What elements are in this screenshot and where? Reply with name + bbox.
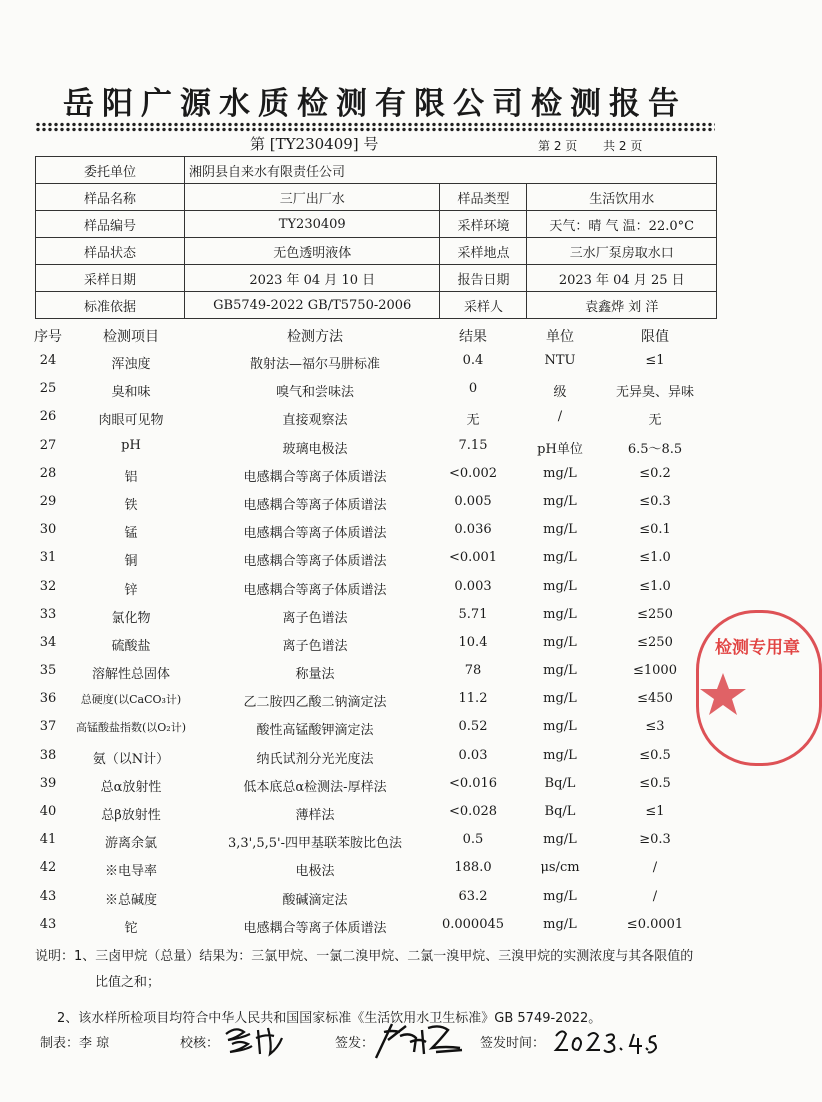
row-result: 0.005 [454,493,492,509]
row-limit: ≤3 [645,719,665,735]
row-limit: ≤1 [645,353,665,368]
col-index: 序号 [34,329,62,345]
env-value: 天气：晴 气 温：22.0°C [527,211,717,238]
row-item: 锰 [124,526,138,542]
row-item: 铜 [124,554,138,570]
table-row [0,884,750,912]
table-row [0,658,750,686]
issue-date-label: 签发时间： [480,1036,546,1051]
sample-type-label: 样品类型 [440,184,527,211]
row-index: 37 [39,719,57,735]
table-row [0,686,750,714]
row-method: 电极法 [295,864,335,880]
row-item: 锌 [124,582,138,598]
row-unit: 级 [553,385,567,401]
sample-no-value: TY230409 [185,211,440,238]
dotted-divider [35,122,715,132]
checker-signature [222,1024,286,1058]
row-limit: / [652,888,658,904]
note-2: 2、该水样所检项目均符合中华人民共和国国家标准《生活饮用水卫生标准》GB 5749-2022。 [57,1011,602,1026]
table-row [0,461,750,489]
row-limit: 无异臭、异味 [615,385,694,401]
row-limit: ≤0.1 [639,522,671,538]
row-method: 电感耦合等离子体质谱法 [243,920,387,936]
row-item: 总β放射性 [101,808,161,823]
row-method: 乙二胺四乙酸二钠滴定法 [243,695,387,711]
row-method: 酸性高锰酸钾滴定法 [256,723,374,739]
row-unit: NTU [544,353,576,368]
row-result: 0.5 [462,832,484,848]
sample-name-label: 样品名称 [36,184,185,211]
row-result: <0.016 [448,775,498,791]
row-index: 25 [39,381,57,397]
row-method: 电感耦合等离子体质谱法 [243,469,387,485]
row-item: 高锰酸盐指数(以O₂计) [75,721,186,735]
sampler-value: 袁鑫烨 刘 洋 [527,292,717,319]
row-index: 35 [39,663,57,679]
row-item: 总硬度(以CaCO₃计) [80,693,182,707]
page-info [538,137,664,154]
row-index: 34 [39,634,57,650]
row-unit: pH单位 [537,441,583,457]
table-row [0,433,750,461]
state-value: 无色透明液体 [185,238,440,265]
row-unit: mg/L [543,832,577,848]
sample-date-value: 2023 年 04 月 10 日 [185,265,440,292]
note-1-continued: 比值之和； [95,975,161,990]
row-limit: ≤250 [637,606,673,622]
row-item: 铁 [124,497,138,513]
row-index: 28 [39,465,57,481]
sampler-label: 采样人 [440,292,527,319]
row-result: <0.028 [448,804,498,819]
standard-value: GB5749-2022 GB/T5750-2006 [185,292,440,319]
row-result: 0.000045 [441,916,505,932]
location-value: 三水厂泵房取水口 [527,238,717,265]
row-limit: ≤1.0 [639,578,671,594]
row-item: 肉眼可见物 [98,413,164,429]
results-list [0,348,750,940]
row-item: 氨（以N计） [92,751,170,767]
row-item: 铝 [124,469,138,485]
table-row [0,489,750,517]
issue-date-handwritten [552,1024,662,1058]
row-result: 0 [468,381,478,397]
results-column-header [0,324,750,346]
row-index: 29 [39,493,57,509]
row-method: 电感耦合等离子体质谱法 [243,582,387,598]
row-unit: mg/L [543,634,577,650]
table-row [0,574,750,602]
sample-type-value: 生活饮用水 [527,184,717,211]
row-index: 31 [39,550,57,566]
row-index: 41 [39,832,57,848]
row-unit: mg/L [543,719,577,735]
row-result: 5.71 [458,606,488,622]
col-method: 检测方法 [287,329,343,345]
row-unit: mg/L [543,493,577,509]
row-unit: mg/L [543,606,577,622]
table-row [0,404,750,432]
row-limit: ≤1.0 [639,550,671,566]
row-index: 38 [39,747,57,763]
row-method: 散射法—福尔马肼标准 [249,357,380,372]
row-unit: Bq/L [544,804,576,819]
row-limit: ≤0.5 [639,775,671,791]
row-limit: 6.5～8.5 [627,441,683,457]
row-method: 3,3',5,5'-四甲基联苯胺比色法 [227,836,403,852]
row-limit: ≤250 [637,634,673,650]
row-result: 63.2 [458,888,488,904]
row-index: 33 [39,606,57,622]
row-method: 电感耦合等离子体质谱法 [243,497,387,513]
row-method: 低本底总α检测法-厚样法 [243,779,387,795]
row-result: 10.4 [458,634,488,650]
table-row [0,743,750,771]
made-by: 制表：李 琼 [40,1036,110,1051]
document-number: 第 [TY230409] 号 [250,135,379,153]
row-result: 78 [464,663,482,679]
col-result: 结果 [459,329,487,345]
row-item: ※电导率 [104,864,157,880]
row-result: 无 [466,413,480,429]
table-row [0,771,750,799]
row-unit: mg/L [543,578,577,594]
row-index: 42 [39,860,57,876]
row-item: 溶解性总固体 [91,667,170,683]
table-row [0,376,750,404]
row-unit: mg/L [543,691,577,707]
env-label: 采样环境 [440,211,527,238]
report-title: 岳阳广源水质检测有限公司检测报告 [63,86,687,122]
table-row [0,545,750,573]
row-item: 氯化物 [111,610,151,626]
row-item: 游离余氯 [104,836,157,852]
table-row [0,348,750,376]
row-method: 薄样法 [295,808,335,823]
row-result: 0.003 [454,578,492,594]
row-index: 26 [39,409,57,425]
row-index: 39 [39,775,57,791]
row-result: <0.002 [448,465,498,481]
issued-label: 签发： [335,1036,375,1051]
row-method: 玻璃电极法 [282,441,348,457]
row-item: 硫酸盐 [111,638,151,654]
table-row [0,799,750,827]
issuer-signature [370,1018,470,1060]
sample-no-label: 样品编号 [36,211,185,238]
row-result: 0.4 [462,353,484,368]
row-result: 7.15 [458,437,488,453]
table-row [0,855,750,883]
checked-label: 校核： [180,1036,220,1051]
sample-name-value: 三厂出厂水 [185,184,440,211]
row-item: pH [121,437,141,453]
row-limit: ≤0.5 [639,747,671,763]
row-result: 0.03 [458,747,488,763]
state-label: 样品状态 [36,238,185,265]
row-method: 电感耦合等离子体质谱法 [243,526,387,542]
row-unit: mg/L [543,522,577,538]
row-limit: 无 [648,413,662,429]
row-limit: ≥0.3 [639,832,671,848]
col-limit: 限值 [641,329,669,345]
row-limit: ≤0.3 [639,493,671,509]
row-index: 36 [39,691,57,707]
row-index: 24 [39,353,57,368]
row-result: 0.036 [454,522,492,538]
col-unit: 单位 [546,329,574,345]
row-index: 43 [39,916,57,932]
row-index: 27 [39,437,57,453]
table-row [0,602,750,630]
row-unit: mg/L [543,888,577,904]
row-item: 总α放射性 [100,779,162,795]
row-limit: ≤450 [637,691,673,707]
table-row [0,714,750,742]
row-result: 188.0 [454,860,492,876]
table-row [0,517,750,545]
row-result: 11.2 [458,691,488,707]
sample-info-table [35,156,717,319]
row-index: 30 [39,522,57,538]
table-row [0,912,750,940]
row-limit: ≤1000 [633,663,677,679]
report-date-label: 报告日期 [440,265,527,292]
row-method: 离子色谱法 [282,638,348,654]
row-unit: mg/L [543,916,577,932]
page-current: 第 2 页 [538,139,578,153]
row-limit: ≤1 [645,804,665,819]
row-limit: ≤0.0001 [626,916,684,932]
table-row [0,630,750,658]
table-row [0,827,750,855]
row-item: 浑浊度 [111,357,151,372]
row-unit: / [557,409,563,425]
client-value: 湘阴县自来水有限责任公司 [185,157,717,184]
row-method: 嗅气和尝味法 [275,385,354,401]
client-label: 委托单位 [36,157,185,184]
official-stamp [696,610,822,766]
location-label: 采样地点 [440,238,527,265]
row-index: 32 [39,578,57,594]
row-result: 0.52 [458,719,488,735]
row-item: ※总碱度 [104,892,157,908]
standard-label: 标准依据 [36,292,185,319]
page-total: 共 2 页 [603,139,643,153]
sample-date-label: 采样日期 [36,265,185,292]
row-item: 铊 [124,920,138,936]
row-limit: / [652,860,658,876]
row-method: 称量法 [295,667,335,683]
row-index: 43 [39,888,57,904]
row-method: 离子色谱法 [282,610,348,626]
row-unit: μs/cm [540,860,580,876]
row-method: 酸碱滴定法 [282,892,348,908]
signature-footer [40,1028,720,1058]
row-unit: Bq/L [544,775,576,791]
row-unit: mg/L [543,747,577,763]
row-result: <0.001 [448,550,498,566]
row-unit: mg/L [543,465,577,481]
row-method: 直接观察法 [282,413,348,429]
row-item: 臭和味 [111,385,151,401]
stamp-text: 检测专用章 [715,638,800,658]
row-unit: mg/L [543,550,577,566]
row-index: 40 [39,804,57,819]
note-1: 说明：1、三卤甲烷（总量）结果为：三氯甲烷、一氯二溴甲烷、二氯一溴甲烷、三溴甲烷的实测浓度与其各限值的 [35,949,694,964]
row-method: 电感耦合等离子体质谱法 [243,554,387,570]
row-unit: mg/L [543,663,577,679]
row-method: 纳氏试剂分光光度法 [256,751,374,767]
report-date-value: 2023 年 04 月 25 日 [527,265,717,292]
row-limit: ≤0.2 [639,465,671,481]
col-item: 检测项目 [103,329,159,345]
